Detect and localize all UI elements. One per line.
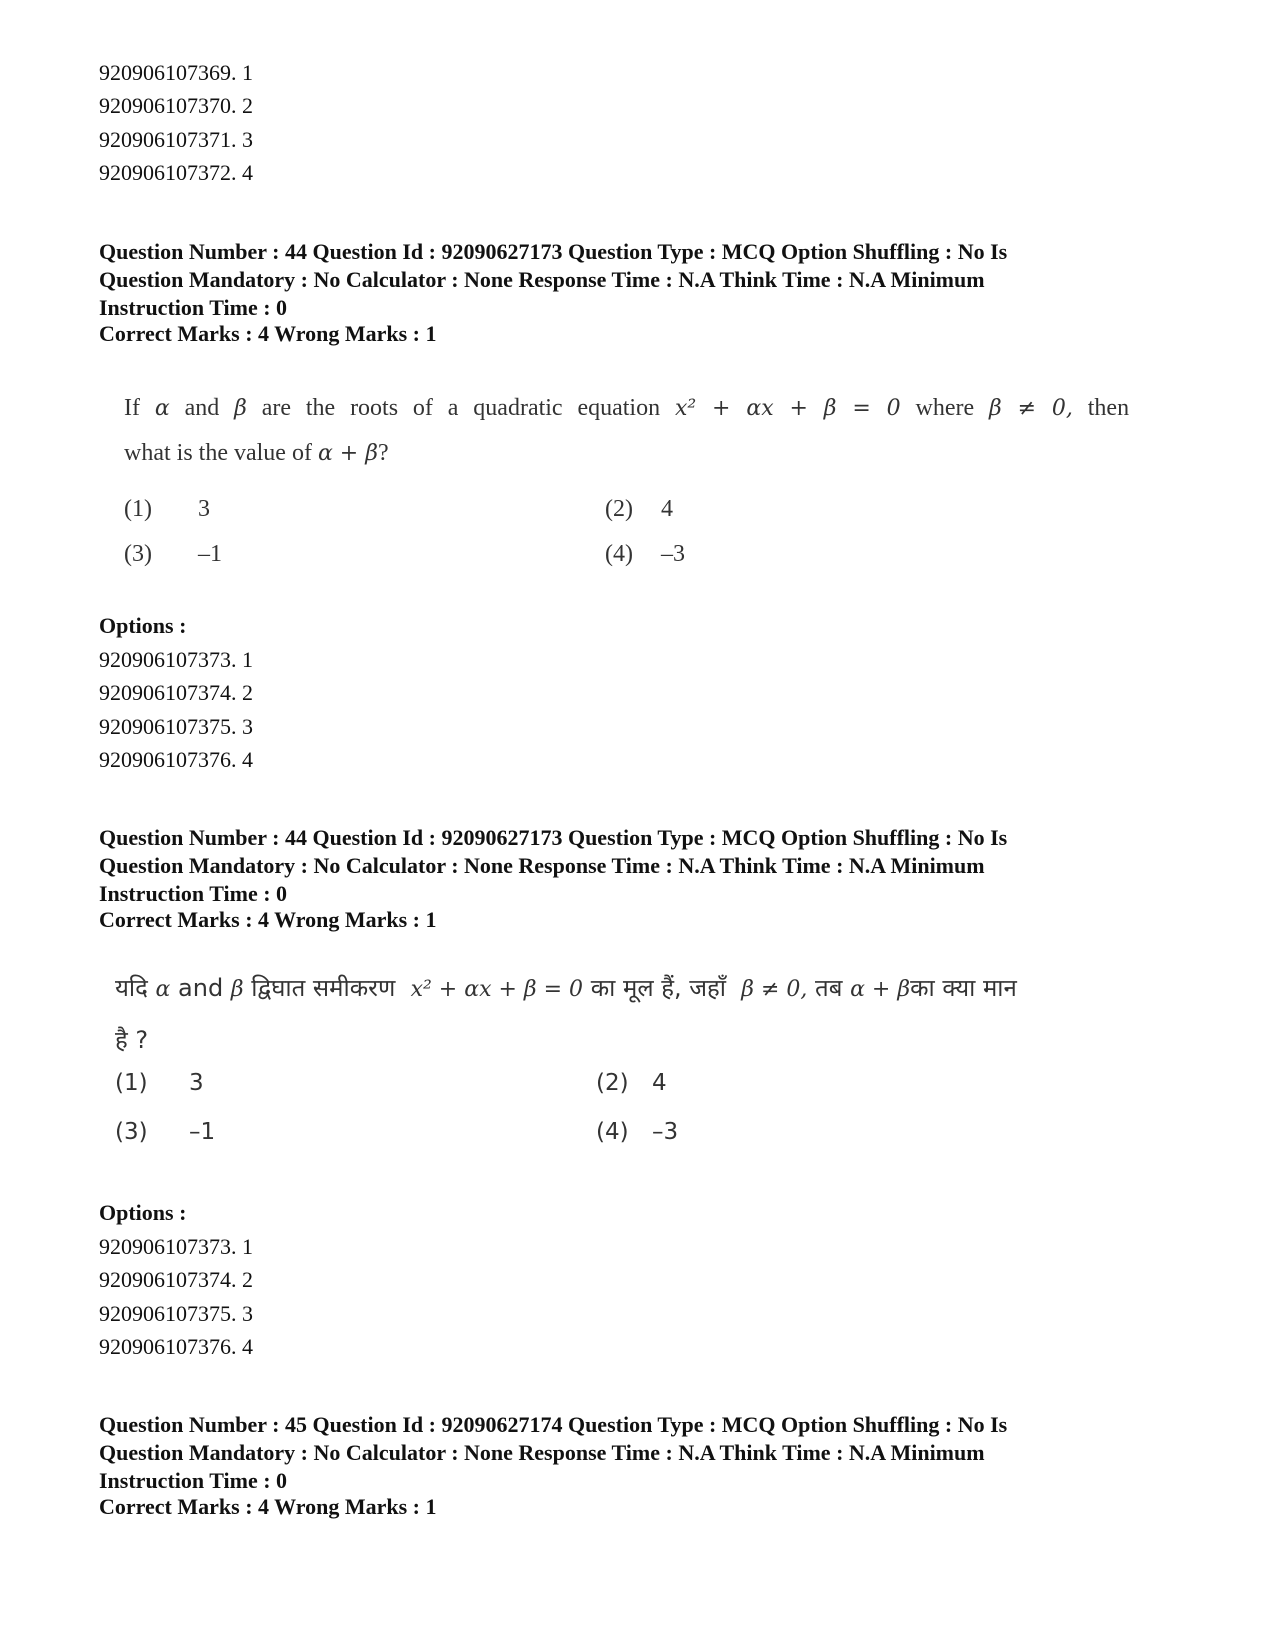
answer-choice: (1) 3 [124, 496, 210, 522]
marks-line: Correct Marks : 4 Wrong Marks : 1 [99, 907, 437, 932]
question-text-line: यदि α and β द्विघात समीकरण x² + αx + β = 0 का मूल हैं, जहाँ β ≠ 0, तब α + βका क्या मान [115, 974, 1017, 1002]
option-id-line: 920906107372. 4 [99, 160, 253, 185]
question-text-line: है ? [115, 1026, 149, 1054]
question-meta-line: Instruction Time : 0 [99, 295, 288, 320]
option-id-line: 920906107374. 2 [99, 1267, 253, 1292]
answer-choice: (2) 4 [596, 1070, 667, 1096]
option-id-line: 920906107375. 3 [99, 1301, 253, 1326]
question-text-hindi [115, 963, 1125, 1065]
marks-line: Correct Marks : 4 Wrong Marks : 1 [99, 1494, 437, 1519]
question-meta-line: Question Mandatory : No Calculator : None Response Time : N.A Think Time : N.A Minimum [99, 853, 985, 878]
question-text [124, 386, 1129, 476]
equation: x² + αx + β = 0 [410, 977, 584, 1002]
option-id-line: 920906107369. 1 [99, 60, 253, 85]
question-meta-line: Question Mandatory : No Calculator : None Response Time : N.A Think Time : N.A Minimum [99, 267, 985, 292]
option-id-line: 920906107376. 4 [99, 1334, 253, 1359]
question-meta-line: Instruction Time : 0 [99, 1468, 288, 1493]
option-id-line: 920906107376. 4 [99, 747, 253, 772]
answer-choice: (3) –1 [115, 1119, 216, 1145]
options-heading: Options : [99, 1200, 187, 1225]
question-meta [99, 238, 1149, 322]
answer-choice: (3) –1 [124, 541, 222, 567]
question-text-line: If α and β are the roots of a quadratic equation x² + αx + β = 0 where β ≠ 0, then [124, 395, 1130, 421]
option-id-line: 920906107373. 1 [99, 1234, 253, 1259]
question-meta [99, 824, 1149, 908]
equation: x² + αx + β = 0 [674, 396, 901, 421]
option-id-line: 920906107371. 3 [99, 127, 253, 152]
question-meta-line: Question Number : 44 Question Id : 92090627173 Question Type : MCQ Option Shuffling : No Is [99, 239, 1008, 264]
question-meta-line: Question Number : 45 Question Id : 92090627174 Question Type : MCQ Option Shuffling : No Is [99, 1412, 1008, 1437]
question-meta-line: Instruction Time : 0 [99, 881, 288, 906]
question-text-line: what is the value of α + β? [124, 440, 389, 466]
option-id-line: 920906107370. 2 [99, 93, 253, 118]
answer-choice: (4) –3 [596, 1119, 679, 1145]
option-id-line: 920906107375. 3 [99, 714, 253, 739]
options-heading: Options : [99, 613, 187, 638]
marks-line: Correct Marks : 4 Wrong Marks : 1 [99, 321, 437, 346]
answer-choice: (4) –3 [605, 541, 685, 567]
question-meta-line: Question Number : 44 Question Id : 92090627173 Question Type : MCQ Option Shuffling : No Is [99, 825, 1008, 850]
answer-choice: (1) 3 [115, 1070, 204, 1096]
option-id-line: 920906107374. 2 [99, 680, 253, 705]
answer-choice: (2) 4 [605, 496, 673, 522]
question-meta [99, 1411, 1149, 1495]
question-meta-line: Question Mandatory : No Calculator : None Response Time : N.A Think Time : N.A Minimum [99, 1440, 985, 1465]
option-id-line: 920906107373. 1 [99, 647, 253, 672]
